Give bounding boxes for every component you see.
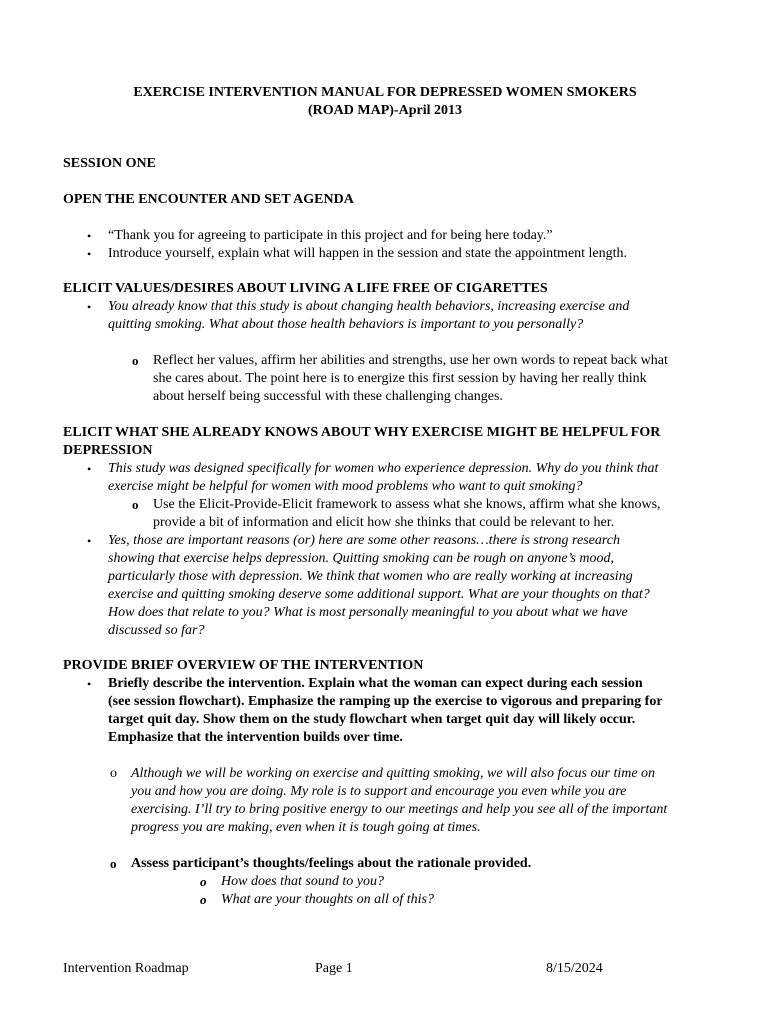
subsub-bullet-marker: o <box>200 874 207 889</box>
section4-bullet-line2: (see session flowchart). Emphasize the ramping up the exercise to vigorous and preparing for <box>108 694 663 709</box>
section4-bullet-line4: Emphasize that the intervention builds over time. <box>108 730 403 745</box>
bullet-marker: • <box>87 462 92 476</box>
section4-heading: PROVIDE BRIEF OVERVIEW OF THE INTERVENTION <box>63 658 424 673</box>
section4-sub1-line3: exercising. I’ll try to bring positive energy to our meetings and help you see all of the important <box>131 802 668 817</box>
section2-sub-line2: she cares about. The point here is to energize this first session by having her really think <box>153 371 647 386</box>
section4-sub1-line1: Although we will be working on exercise and quitting smoking, we will also focus our time on <box>131 766 656 781</box>
doc-title-line1: EXERCISE INTERVENTION MANUAL FOR DEPRESSED WOMEN SMOKERS <box>133 85 637 100</box>
section2-heading: ELICIT VALUES/DESIRES ABOUT LIVING A LIFE FREE OF CIGARETTES <box>63 281 548 296</box>
bullet-marker: • <box>87 247 92 261</box>
section4-sub2: Assess participant’s thoughts/feelings about the rationale provided. <box>131 856 532 871</box>
session-heading: SESSION ONE <box>63 156 156 171</box>
section4-subsub1: How does that sound to you? <box>221 874 384 889</box>
section3-sub-line2: provide a bit of information and elicit how she thinks that could be relevant to her. <box>153 515 615 530</box>
bullet-marker: • <box>87 300 92 314</box>
sub-bullet-marker: o <box>132 497 139 512</box>
section2-bullet-line1: You already know that this study is about changing health behaviors, increasing exercise and <box>108 299 630 314</box>
section3-bullet1-line2: exercise might be helpful for women with mood problems who want to quit smoking? <box>108 479 583 494</box>
section3-sub-line1: Use the Elicit-Provide-Elicit framework to assess what she knows, affirm what she knows, <box>153 497 661 512</box>
section3-bullet2-line5: How does that relate to you? What is most personally meaningful to you about what we have <box>108 605 628 620</box>
section3-bullet1-line1: This study was designed specifically for women who experience depression. Why do you think that <box>108 461 659 476</box>
section4-bullet-line3: target quit day. Show them on the study flowchart when target quit day will likely occur. <box>108 712 636 727</box>
section3-heading-line1: ELICIT WHAT SHE ALREADY KNOWS ABOUT WHY EXERCISE MIGHT BE HELPFUL FOR <box>63 425 661 440</box>
footer-left: Intervention Roadmap <box>63 961 189 976</box>
section2-sub-line3: about herself being successful with these challenging changes. <box>153 389 503 404</box>
sub-bullet-marker: o <box>110 766 117 781</box>
footer-page-number: Page 1 <box>315 961 353 976</box>
section4-subsub2: What are your thoughts on all of this? <box>221 892 434 907</box>
section4-bullet-line1: Briefly describe the intervention. Explain what the woman can expect during each session <box>108 676 643 691</box>
doc-title-line2: (ROAD MAP)-April 2013 <box>308 103 462 118</box>
section4-sub1-line2: you and how you are doing. My role is to support and encourage you even while you are <box>131 784 627 799</box>
section3-heading-line2: DEPRESSION <box>63 443 153 458</box>
bullet-marker: • <box>87 534 92 548</box>
section3-bullet2-line4: exercise and quitting smoking deserve some additional support. What are your thoughts on that? <box>108 587 650 602</box>
bullet-marker: • <box>87 229 92 243</box>
footer-date: 8/15/2024 <box>546 961 603 976</box>
section3-bullet2-line2: showing that exercise helps depression. Quitting smoking can be rough on anyone’s mood, <box>108 551 615 566</box>
bullet-marker: • <box>87 677 92 691</box>
section4-sub1-line4: progress you are making, even when it is tough going at times. <box>131 820 481 835</box>
section2-sub-line1: Reflect her values, affirm her abilities and strengths, use her own words to repeat back what <box>153 353 668 368</box>
sub-bullet-marker: o <box>132 353 139 368</box>
subsub-bullet-marker: o <box>200 892 207 907</box>
section3-bullet2-line6: discussed so far? <box>108 623 205 638</box>
section3-bullet2-line3: particularly those with depression. We think that women who are really working at increasing <box>108 569 633 584</box>
section1-bullet2: Introduce yourself, explain what will happen in the session and state the appointment length. <box>108 246 628 261</box>
section3-bullet2-line1: Yes, those are important reasons (or) here are some other reasons…there is strong research <box>108 533 621 548</box>
section1-bullet1: “Thank you for agreeing to participate in this project and for being here today.” <box>108 228 553 243</box>
section2-bullet-line2: quitting smoking. What about those health behaviors is important to you personally? <box>108 317 584 332</box>
sub-bullet-marker: o <box>110 856 117 871</box>
section1-heading: OPEN THE ENCOUNTER AND SET AGENDA <box>63 192 354 207</box>
